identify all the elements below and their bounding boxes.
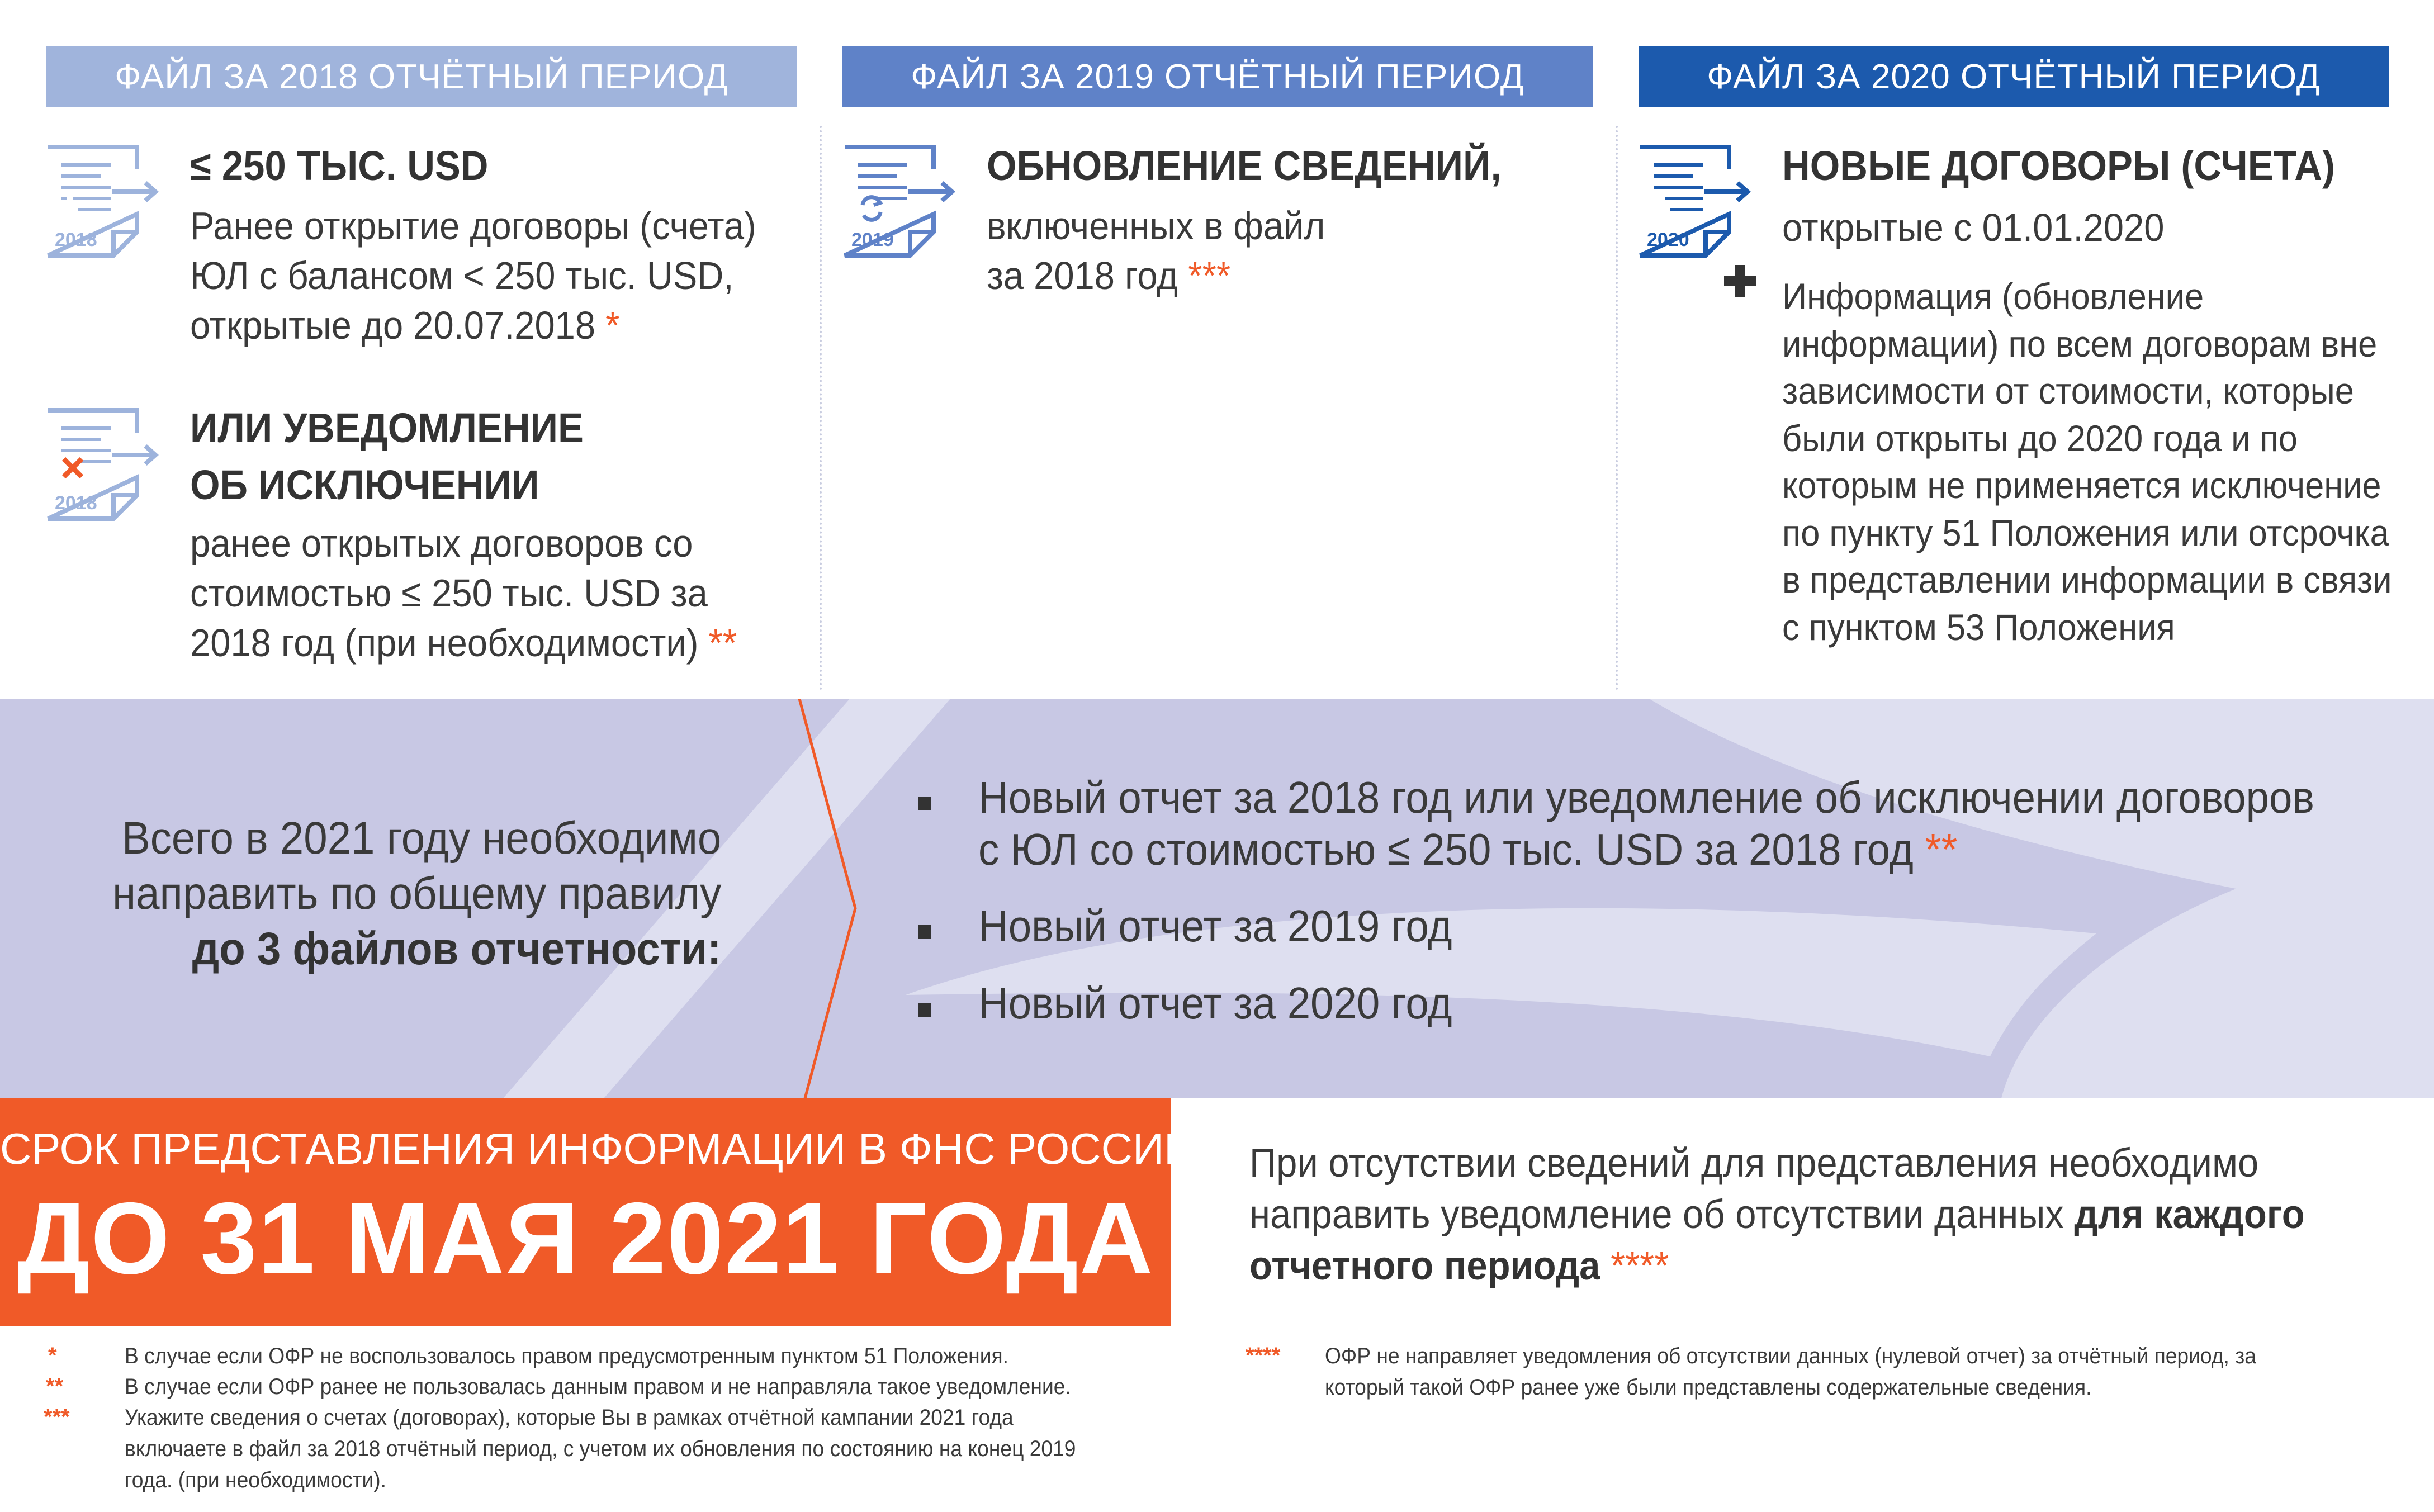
column-divider-1 <box>820 126 822 690</box>
col3-heading: НОВЫЕ ДОГОВОРЫ (СЧЕТА) <box>1782 143 2335 189</box>
svg-text:2019: 2019 <box>851 229 894 250</box>
deadline-subtitle: СРОК ПРЕДСТАВЛЕНИЯ ИНФОРМАЦИИ В ФНС РОССИИ <box>0 1124 1196 1173</box>
header-2019 <box>842 46 1593 107</box>
document-exclusion-2018-icon <box>45 406 162 523</box>
footnote-mark: **** <box>1246 1343 1281 1368</box>
header-2020-label: ФАЙЛ ЗА 2020 ОТЧЁТНЫЙ ПЕРИОД <box>1707 57 2321 96</box>
col1-heading-threshold: ≤ 250 ТЫС. USD <box>190 143 489 189</box>
svg-text:2020: 2020 <box>1647 229 1689 250</box>
footnote-4: ОФР не направляет уведомления об отсутствии данных (нулевой отчет) за отчётный период, за который такой ОФР ранее уже были представлены содержательные сведения. <box>1325 1344 2256 1400</box>
document-new-2020-icon <box>1637 143 1754 260</box>
document-update-2019-icon <box>841 143 959 260</box>
col2-heading: ОБНОВЛЕНИЕ СВЕДЕНИЙ, <box>987 143 1502 189</box>
band-summary-text: Всего в 2021 году необходимо направить по общему правилу до 3 файлов отчетности: <box>112 813 721 974</box>
col3-text: Информация (обновление информации) по всем договорам вне зависимости от стоимости, которые были открыты до 2020 года и по которым не применяется исключение по пункту 51 Положения или отсрочка в представлении информации в связи с пунктом 53 Положения <box>1782 276 2392 648</box>
header-2018-label: ФАЙЛ ЗА 2018 ОТЧЁТНЫЙ ПЕРИОД <box>115 57 728 96</box>
footnote-2: В случае если ОФР ранее не пользовалась данным правом и не направляла такое уведомление. <box>125 1374 1071 1399</box>
footnote-3: Укажите сведения о счетах (договорах), которые Вы в рамках отчётной кампании 2021 года включаете в файл за 2018 отчётный период, с учетом их обновления по состоянию на конец 2019 года. (при необходимости). <box>125 1405 1076 1492</box>
header-2019-label: ФАЙЛ ЗА 2019 ОТЧЁТНЫЙ ПЕРИОД <box>911 57 1524 96</box>
bullet-icon <box>918 925 931 939</box>
footnote-1: В случае если ОФР не воспользовалось правом предусмотренным пунктом 51 Положения. <box>125 1344 1008 1368</box>
svg-text:2018: 2018 <box>55 229 97 250</box>
band-item-2018: Новый отчет за 2018 год или уведомление об исключении договоров с ЮЛ со стоимостью ≤ 250 тыс. USD за 2018 год ** <box>978 772 2314 874</box>
col2-text: включенных в файл за 2018 год *** <box>987 204 1325 297</box>
header-2020 <box>1639 46 2389 107</box>
footnote-mark: *** <box>44 1405 70 1429</box>
col1-heading-exclusion: ИЛИ УВЕДОМЛЕНИЕ ОБ ИСКЛЮЧЕНИИ <box>190 405 584 508</box>
band-item-2019: Новый отчет за 2019 год <box>978 901 1452 951</box>
footnote-mark: ** <box>46 1374 64 1399</box>
no-data-note: При отсутствии сведений для представления необходимо направить уведомление об отсутствии данных для каждого отчетного периода **** <box>1249 1141 2305 1288</box>
bullet-icon <box>918 797 931 810</box>
header-2018 <box>46 46 797 107</box>
col3-subheading: открытые с 01.01.2020 <box>1782 206 2165 249</box>
band-item-2020: Новый отчет за 2020 год <box>978 978 1452 1028</box>
col1-text-accounts: Ранее открытие договоры (счета) ЮЛ с балансом < 250 тыс. USD, открытые до 20.07.2018 * <box>190 204 756 347</box>
svg-text:2018: 2018 <box>55 492 97 514</box>
band-arrow-line <box>783 699 872 1098</box>
column-divider-2 <box>1616 126 1618 690</box>
col1-text-exclusion: ранее открытых договоров со стоимостью ≤ 250 тыс. USD за 2018 год (при необходимости) ** <box>190 522 737 665</box>
footnote-mark: * <box>48 1343 57 1368</box>
deadline-date: ДО 31 МАЯ 2021 ГОДА <box>17 1181 1154 1295</box>
plus-icon <box>1721 262 1760 301</box>
bullet-icon <box>918 1003 931 1017</box>
document-2018-icon <box>45 143 162 260</box>
